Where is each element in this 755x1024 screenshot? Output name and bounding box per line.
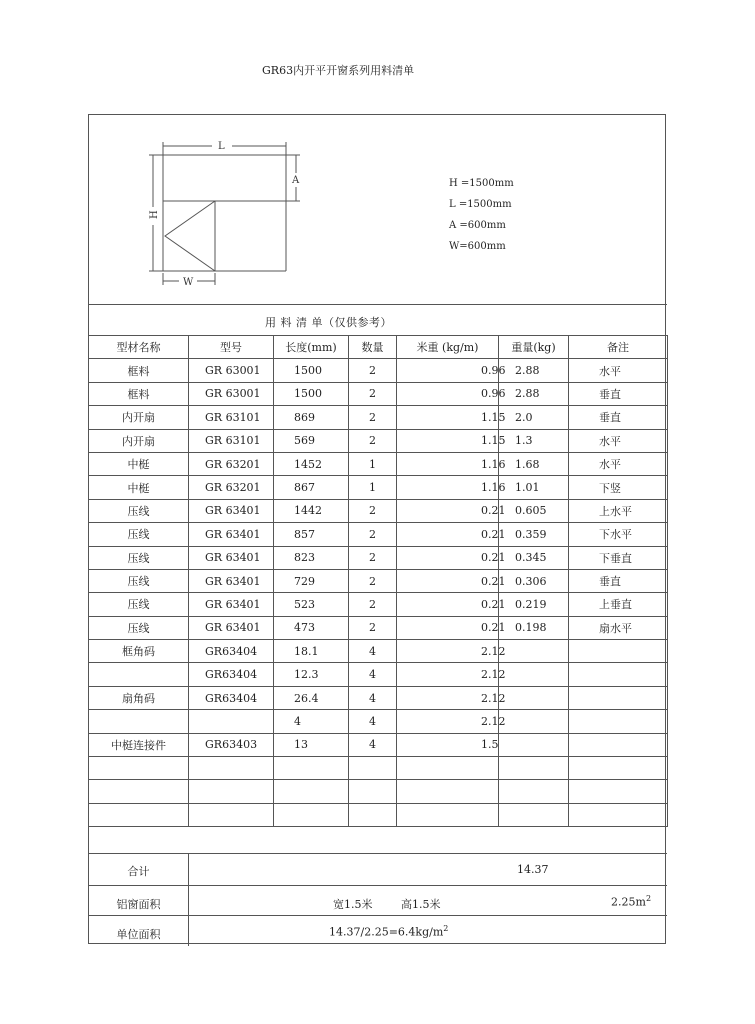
table-cell	[89, 710, 189, 733]
table-cell	[397, 803, 499, 826]
header-cell: 型号	[189, 336, 274, 359]
header-cell: 米重 (kg/m)	[397, 336, 499, 359]
table-cell	[569, 686, 668, 709]
table-cell	[499, 757, 569, 780]
table-cell: 0.605	[499, 499, 569, 522]
table-cell: 857	[274, 523, 349, 546]
area-row	[89, 885, 667, 916]
table-cell: 2.12	[397, 663, 499, 686]
table-cell	[569, 803, 668, 826]
table-cell	[274, 757, 349, 780]
table-cell: 中梃	[89, 452, 189, 475]
table-cell: GR 63101	[189, 406, 274, 429]
table-cell: 18.1	[274, 640, 349, 663]
table-row	[89, 382, 668, 405]
table-cell: 4	[349, 710, 397, 733]
table-cell: 4	[349, 663, 397, 686]
dimension-list	[449, 173, 514, 257]
table-cell	[569, 640, 668, 663]
table-cell: 框料	[89, 359, 189, 382]
header-cell: 长度(mm)	[274, 336, 349, 359]
table-header-row	[89, 336, 668, 359]
table-cell: GR 63401	[189, 546, 274, 569]
table-cell: GR63403	[189, 733, 274, 756]
table-row	[89, 523, 668, 546]
total-value: 14.37	[517, 863, 549, 876]
material-sheet	[88, 114, 666, 944]
table-row	[89, 546, 668, 569]
table-cell: 2	[349, 523, 397, 546]
table-row	[89, 757, 668, 780]
table-cell	[274, 780, 349, 803]
divider	[89, 304, 667, 305]
table-cell: 1500	[274, 382, 349, 405]
table-row	[89, 359, 668, 382]
table-cell: 中梃连接件	[89, 733, 189, 756]
table-cell	[189, 780, 274, 803]
table-cell: GR 63201	[189, 476, 274, 499]
total-label: 合计	[127, 865, 150, 878]
header-cell: 备注	[569, 336, 668, 359]
table-row	[89, 733, 668, 756]
table-cell: 1.3	[499, 429, 569, 452]
table-cell: GR 63401	[189, 523, 274, 546]
table-cell: 0.21	[397, 499, 499, 522]
table-cell	[569, 757, 668, 780]
table-cell: 2	[349, 546, 397, 569]
table-cell: 0.96	[397, 359, 499, 382]
area-width: 宽1.5米	[333, 898, 373, 911]
table-cell: GR 63401	[189, 499, 274, 522]
unit-area-row	[89, 915, 667, 946]
table-cell: 823	[274, 546, 349, 569]
table-cell	[499, 710, 569, 733]
table-cell: 26.4	[274, 686, 349, 709]
table-cell: GR 63401	[189, 569, 274, 592]
table-cell: 0.21	[397, 616, 499, 639]
dimension-label-L: L	[218, 141, 225, 152]
table-cell: GR 63401	[189, 593, 274, 616]
table-cell: 2	[349, 406, 397, 429]
table-cell	[349, 757, 397, 780]
table-cell: 1.15	[397, 429, 499, 452]
table-cell: 压线	[89, 616, 189, 639]
table-cell: 2.88	[499, 382, 569, 405]
table-cell: 1.16	[397, 476, 499, 499]
table-cell: 0.21	[397, 523, 499, 546]
table-cell: 2	[349, 359, 397, 382]
table-row	[89, 780, 668, 803]
table-cell: 2.88	[499, 359, 569, 382]
table-row	[89, 452, 668, 475]
table-cell: 4	[274, 710, 349, 733]
table-row	[89, 710, 668, 733]
table-cell: 压线	[89, 523, 189, 546]
table-cell	[189, 803, 274, 826]
table-cell: 2	[349, 569, 397, 592]
material-table-body	[89, 336, 668, 827]
table-cell: 1.01	[499, 476, 569, 499]
table-cell: 下竖	[569, 476, 668, 499]
table-cell: GR63404	[189, 640, 274, 663]
table-cell: 4	[349, 733, 397, 756]
dimension-label-A: A	[292, 175, 300, 186]
table-cell: 2	[349, 593, 397, 616]
table-cell: 0.198	[499, 616, 569, 639]
table-cell: GR 63001	[189, 382, 274, 405]
table-cell	[499, 780, 569, 803]
table-cell: GR 63201	[189, 452, 274, 475]
table-cell: 2	[349, 499, 397, 522]
window-diagram-svg	[89, 115, 667, 305]
table-cell: 4	[349, 640, 397, 663]
dimension-H: H =1500mm	[449, 178, 514, 189]
area-height: 高1.5米	[401, 898, 441, 911]
table-cell: 1.68	[499, 452, 569, 475]
table-cell: 1	[349, 476, 397, 499]
table-cell: 1.5	[397, 733, 499, 756]
table-cell: 1500	[274, 359, 349, 382]
table-cell: 垂直	[569, 406, 668, 429]
unit-value-sup: 2	[443, 924, 449, 933]
table-cell: 1452	[274, 452, 349, 475]
table-cell: 1.16	[397, 452, 499, 475]
area-label: 铝窗面积	[116, 898, 161, 911]
table-cell: 扇水平	[569, 616, 668, 639]
table-cell	[397, 757, 499, 780]
dimension-label-W: W	[183, 277, 194, 288]
list-subtitle: 用 料 清 单（仅供参考）	[265, 316, 392, 329]
table-cell: 2.12	[397, 686, 499, 709]
table-row	[89, 803, 668, 826]
upper-frame-shape	[163, 155, 286, 201]
table-cell	[189, 710, 274, 733]
table-cell: 523	[274, 593, 349, 616]
header-cell: 数量	[349, 336, 397, 359]
table-cell: GR 63001	[189, 359, 274, 382]
dimension-A: A =600mm	[449, 220, 506, 231]
header-cell: 型材名称	[89, 336, 189, 359]
table-cell: 4	[349, 686, 397, 709]
table-row	[89, 686, 668, 709]
table-cell: 473	[274, 616, 349, 639]
table-cell: 2	[349, 429, 397, 452]
table-cell	[89, 757, 189, 780]
table-cell: 压线	[89, 593, 189, 616]
table-cell: 压线	[89, 546, 189, 569]
table-cell: 框料	[89, 382, 189, 405]
unit-value-text: 14.37/2.25=6.4kg/m	[329, 925, 444, 939]
table-row	[89, 476, 668, 499]
table-cell: 0.96	[397, 382, 499, 405]
table-cell: 上水平	[569, 499, 668, 522]
table-cell	[569, 780, 668, 803]
table-cell: 扇角码	[89, 686, 189, 709]
table-cell: 867	[274, 476, 349, 499]
unit-label: 单位面积	[116, 928, 161, 941]
table-cell: 中梃	[89, 476, 189, 499]
table-row	[89, 663, 668, 686]
table-cell: 2.12	[397, 710, 499, 733]
header-cell: 重量(kg)	[499, 336, 569, 359]
table-cell: 569	[274, 429, 349, 452]
table-cell	[499, 663, 569, 686]
table-cell: 垂直	[569, 382, 668, 405]
table-cell: 869	[274, 406, 349, 429]
table-row	[89, 640, 668, 663]
table-cell	[89, 780, 189, 803]
table-cell: 下垂直	[569, 546, 668, 569]
table-cell	[499, 686, 569, 709]
table-row	[89, 499, 668, 522]
table-cell: 2	[349, 616, 397, 639]
table-cell: 2.0	[499, 406, 569, 429]
table-cell: 上垂直	[569, 593, 668, 616]
table-cell: 框角码	[89, 640, 189, 663]
dimension-W: W=600mm	[449, 241, 506, 252]
table-cell: GR 63101	[189, 429, 274, 452]
table-cell: 垂直	[569, 569, 668, 592]
area-value-sup: 2	[645, 894, 652, 903]
table-cell: 0.21	[397, 546, 499, 569]
table-cell	[499, 733, 569, 756]
table-row	[89, 429, 668, 452]
table-cell: 水平	[569, 452, 668, 475]
table-cell	[499, 640, 569, 663]
table-cell	[349, 780, 397, 803]
table-cell: 下水平	[569, 523, 668, 546]
table-cell: 0.219	[499, 593, 569, 616]
table-cell: 内开扇	[89, 406, 189, 429]
material-table	[88, 335, 668, 827]
table-cell	[89, 663, 189, 686]
table-row	[89, 569, 668, 592]
area-value-text: 2.25m	[611, 895, 646, 909]
table-cell: 12.3	[274, 663, 349, 686]
table-cell: 水平	[569, 359, 668, 382]
table-cell: 729	[274, 569, 349, 592]
table-cell: GR 63401	[189, 616, 274, 639]
table-cell	[89, 803, 189, 826]
total-row	[89, 853, 667, 886]
table-cell: 0.21	[397, 593, 499, 616]
table-cell: GR63404	[189, 663, 274, 686]
unit-value	[329, 924, 448, 939]
table-cell: 0.306	[499, 569, 569, 592]
area-value	[611, 894, 651, 909]
table-cell: 0.359	[499, 523, 569, 546]
table-cell	[349, 803, 397, 826]
table-row	[89, 616, 668, 639]
table-cell	[397, 780, 499, 803]
table-row	[89, 593, 668, 616]
table-cell: 0.21	[397, 569, 499, 592]
table-cell: 13	[274, 733, 349, 756]
dimension-label-H: H	[149, 210, 160, 219]
table-cell: GR63404	[189, 686, 274, 709]
table-cell: 1442	[274, 499, 349, 522]
table-cell: 水平	[569, 429, 668, 452]
window-diagram	[89, 115, 667, 305]
table-cell: 1	[349, 452, 397, 475]
table-cell	[274, 803, 349, 826]
table-cell	[189, 757, 274, 780]
title-text: GR63内开平开窗系列用料清单	[262, 64, 415, 77]
table-cell	[569, 710, 668, 733]
table-cell	[569, 733, 668, 756]
table-cell: 压线	[89, 499, 189, 522]
opening-indicator	[165, 201, 215, 271]
table-cell: 内开扇	[89, 429, 189, 452]
table-cell: 0.345	[499, 546, 569, 569]
table-row	[89, 406, 668, 429]
table-cell: 压线	[89, 569, 189, 592]
lower-frame-shape	[163, 201, 215, 271]
table-cell	[499, 803, 569, 826]
table-cell: 2	[349, 382, 397, 405]
table-cell: 1.15	[397, 406, 499, 429]
table-cell	[569, 663, 668, 686]
dimension-L: L =1500mm	[449, 199, 512, 210]
table-cell: 2.12	[397, 640, 499, 663]
